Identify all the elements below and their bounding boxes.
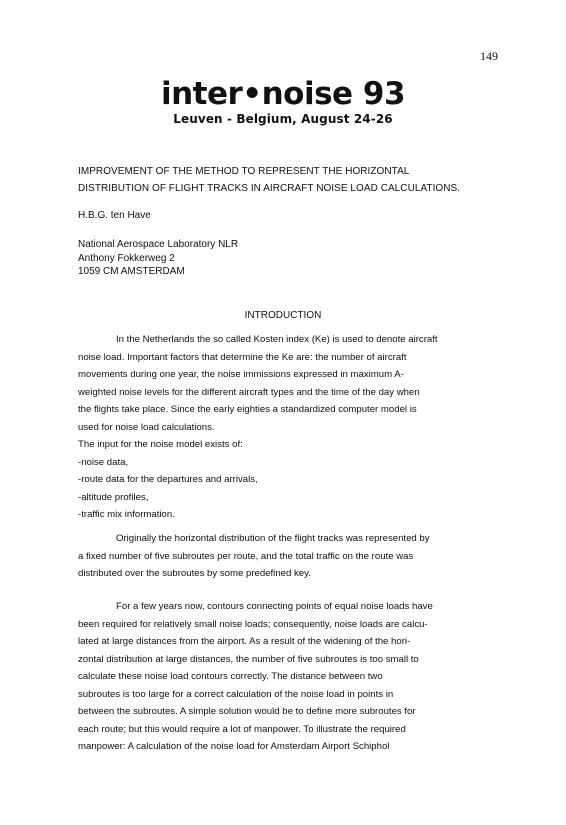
affiliation-line: Anthony Fokkerweg 2 — [78, 252, 175, 264]
page-number: 149 — [480, 49, 498, 63]
list-item — [78, 471, 488, 489]
paragraph-line: the flights take place. Since the early eighties a standardized computer model is — [78, 404, 417, 415]
conference-logo: inter•noise 93 — [160, 76, 406, 112]
paper-affiliation — [78, 238, 238, 279]
paragraph-line: Originally the horizontal distribution of the flight tracks was represented by — [116, 533, 430, 544]
list-item — [78, 454, 488, 472]
list-bullet: - — [78, 456, 82, 468]
input-list — [78, 454, 488, 524]
section-heading: INTRODUCTION — [244, 310, 322, 321]
list-item — [78, 506, 488, 524]
paper-title-line: DISTRIBUTION OF FLIGHT TRACKS IN AIRCRAFT NOISE LOAD CALCULATIONS. — [78, 183, 461, 194]
affiliation-line: National Aerospace Laboratory NLR — [78, 239, 239, 250]
paragraph-line: a fixed number of five subroutes per route, and the total traffic on the route was — [78, 550, 414, 562]
paragraph-line: For a few years now, contours connecting points of equal noise loads have — [116, 601, 433, 612]
paragraph-line: subroutes is too large for a correct calculation of the noise load in points in — [78, 688, 394, 700]
paragraph-line: In the Netherlands the so called Kosten index (Ke) is used to denote aircraft — [116, 334, 438, 345]
paragraph-line: movements during one year, the noise immissions expressed in maximum A- — [78, 369, 404, 380]
list-item-text: noise data, — [81, 456, 129, 468]
list-item-text: altitude profiles, — [81, 491, 149, 503]
paragraph-line: used for noise load calculations. — [78, 421, 215, 433]
paragraph-3 — [78, 598, 488, 756]
paragraph-line: been required for relatively small noise loads; consequently, noise loads are calcu- — [78, 618, 428, 630]
paragraph-line: each route; but this would require a lot of manpower. To illustrate the required — [78, 723, 406, 735]
list-item-text: route data for the departures and arrivals, — [81, 474, 258, 485]
list-item — [78, 489, 488, 507]
paragraph-2 — [78, 530, 488, 583]
list-bullet: - — [78, 474, 82, 485]
paragraph-line: calculate these noise load contours correctly. The distance between two — [78, 671, 383, 682]
paragraph-line: distributed over the subroutes by some predefined key. — [78, 568, 311, 579]
list-bullet: - — [78, 509, 82, 520]
paper-title-line: IMPROVEMENT OF THE METHOD TO REPRESENT THE HORIZONTAL — [78, 166, 410, 177]
paragraph-line: noise load. Important factors that determine the Ke are: the number of aircraft — [78, 351, 407, 363]
paper-title — [78, 163, 508, 197]
list-bullet: - — [78, 491, 82, 503]
paragraph-line: zontal distribution at large distances, the number of five subroutes is too small to — [78, 653, 419, 665]
paragraph-line: between the subroutes. A simple solution would be to define more subroutes for — [78, 706, 416, 717]
paragraph-line: The input for the noise model exists of: — [78, 439, 243, 450]
conference-subtitle: Leuven - Belgium, August 24-26 — [173, 112, 393, 126]
paragraph-1 — [78, 331, 488, 524]
paragraph-line: manpower: A calculation of the noise load for Amsterdam Airport Schiphol — [78, 741, 390, 752]
paragraph-line: weighted noise levels for the different aircraft types and the time of the day when — [78, 386, 420, 398]
affiliation-line: 1059 CM AMSTERDAM — [78, 266, 185, 277]
paper-author: H.B.G. ten Have — [78, 210, 151, 221]
paragraph-line: lated at large distances from the airport. As a result of the widening of the hori- — [78, 636, 411, 647]
list-item-text: traffic mix information. — [81, 509, 175, 520]
